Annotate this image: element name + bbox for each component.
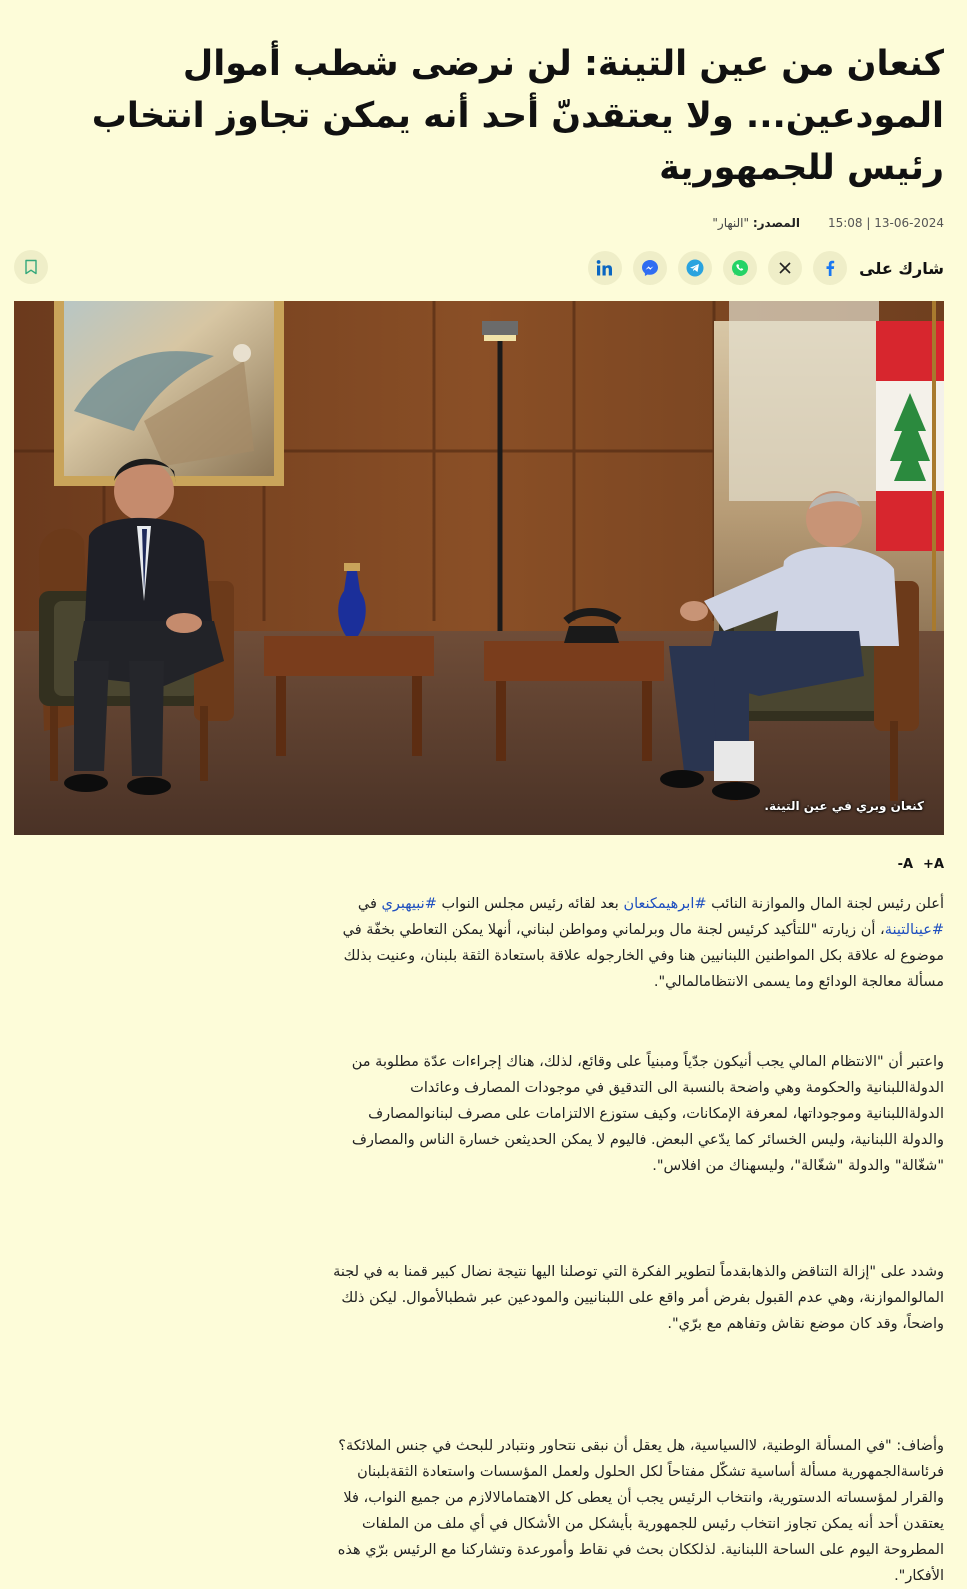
paragraph-text: في: [357, 896, 382, 912]
hashtag-link[interactable]: #ابرهيمكنعان: [623, 896, 707, 912]
font-increase-button[interactable]: A+: [923, 857, 944, 872]
messenger-icon: [641, 259, 659, 277]
share-linkedin-button[interactable]: [588, 251, 622, 285]
source-label: المصدر:: [752, 216, 800, 230]
font-decrease-button[interactable]: A-: [897, 857, 914, 872]
article-date: 13-06-2024 | 15:08: [827, 216, 944, 230]
facebook-icon: [822, 260, 838, 276]
paragraph-text: بعد لقائه رئيس مجلس النواب: [436, 896, 624, 912]
hashtag-link[interactable]: #نبيهبري: [381, 896, 437, 912]
article-image: [14, 301, 944, 835]
whatsapp-icon: [731, 259, 749, 277]
article-paragraph-4: وأضاف: "في المسألة الوطنية، لاالسياسية، هل يعقل أن نبقى نتحاور ونتبادر للبحث في جنس الملائكة؟ فرئاسةالجمهورية مسألة أساسية تشكّل مفتاحاً لكل الحلول ولعمل المؤسسات واستعادة الثقةبلبنان والقرار لمؤسساته الدستورية، وانتخاب الرئيس يجب أن يعطى كل الاهتمامالالازم من جميع النواب، فلا يعتقدن أحد أنه يمكن تجاوز انتخاب رئيس للجمهورية بأيشكل من الأشكال في أي ملف من الملفات المطروحة اليوم على الساحة اللبنانية. لذلككان بحث في نقاط وأمورعدة وتشاركنا مع الرئيس برّي هذه الأفكار".: [337, 1438, 944, 1584]
x-icon: [779, 262, 791, 274]
share-label: شارك على: [859, 258, 944, 278]
article-paragraph-3: وشدد على "إزالة التناقض والذهابقدماً لتطوير الفكرة التي توصلنا اليها نتيجة نضال كبير قمنا به في لجنة المالوالموازنة، وهي عدم القبول بفرض أمر واقع على اللبنانيين والمودعين عبر شطبالأموال. ليكن ذلك واضحاً، وقد كان موضع نقاش وتفاهم مع برّي".: [333, 1264, 944, 1332]
bookmark-button[interactable]: [14, 250, 48, 284]
image-caption: كنعان وبري في عين التينة.: [764, 799, 924, 813]
hashtag-link[interactable]: #عينالتينة: [884, 922, 944, 938]
font-size-controls: [14, 857, 944, 875]
article-body: [332, 891, 944, 1589]
share-facebook-button[interactable]: [813, 251, 847, 285]
share-messenger-button[interactable]: [633, 251, 667, 285]
article-paragraph-1: [332, 891, 944, 995]
paragraph-text: أعلن رئيس لجنة المال والموازنة النائب: [706, 896, 944, 912]
article-page: [14, 0, 944, 1589]
meeting-photo: [14, 301, 944, 835]
paragraph-text: ، أن زيارته "للتأكيد كرئيس لجنة مال وبرلماني ومواطن لبناني، أنهلا يمكن التعاطي بخفّة في موضوع له علاقة بكل المواطنين اللبنانيين هنا وفي الخارجوله علاقة باستعادة الثقة بلبنان، وعنيت بذلك مسألة معالجة الودائع وما يسمى الانتظامالمالي".: [342, 922, 944, 990]
article-source: [712, 216, 800, 230]
bookmark-icon: [24, 259, 38, 275]
share-whatsapp-button[interactable]: [723, 251, 757, 285]
share-telegram-button[interactable]: [678, 251, 712, 285]
source-value: "النهار": [712, 216, 750, 230]
linkedin-icon: [596, 259, 614, 277]
share-bar: [14, 248, 944, 288]
article-headline: كنعان من عين التينة: لن نرضى شطب أموال المودعين... ولا يعتقدنّ أحد أنه يمكن تجاوز انتخاب رئيس للجمهورية: [91, 44, 944, 188]
article-paragraph-2: واعتبر أن "الانتظام المالي يجب أنيكون جدّياً ومبنياً على وقائع، لذلك، هناك إجراءات عدّة مطلوبة من الدولةاللبنانية والحكومة وهي واضحة بالنسبة الى التدقيق في موجودات المصارف وعائدات الدولةاللبنانية وموجوداتها، لمعرفة الإمكانات، وكيف ستوزع الالتزامات على مصرف لبنانوالمصارف والدولة اللبنانية، وليس الخسائر كما يدّعي البعض. فاليوم لا يمكن الحديثعن خسارة الناس والمصارف "شغّالة" والدولة "شغّالة"، وليسهناك من افلاس".: [351, 1054, 944, 1174]
share-x-button[interactable]: [768, 251, 802, 285]
telegram-icon: [686, 259, 704, 277]
article-meta: [14, 214, 944, 232]
